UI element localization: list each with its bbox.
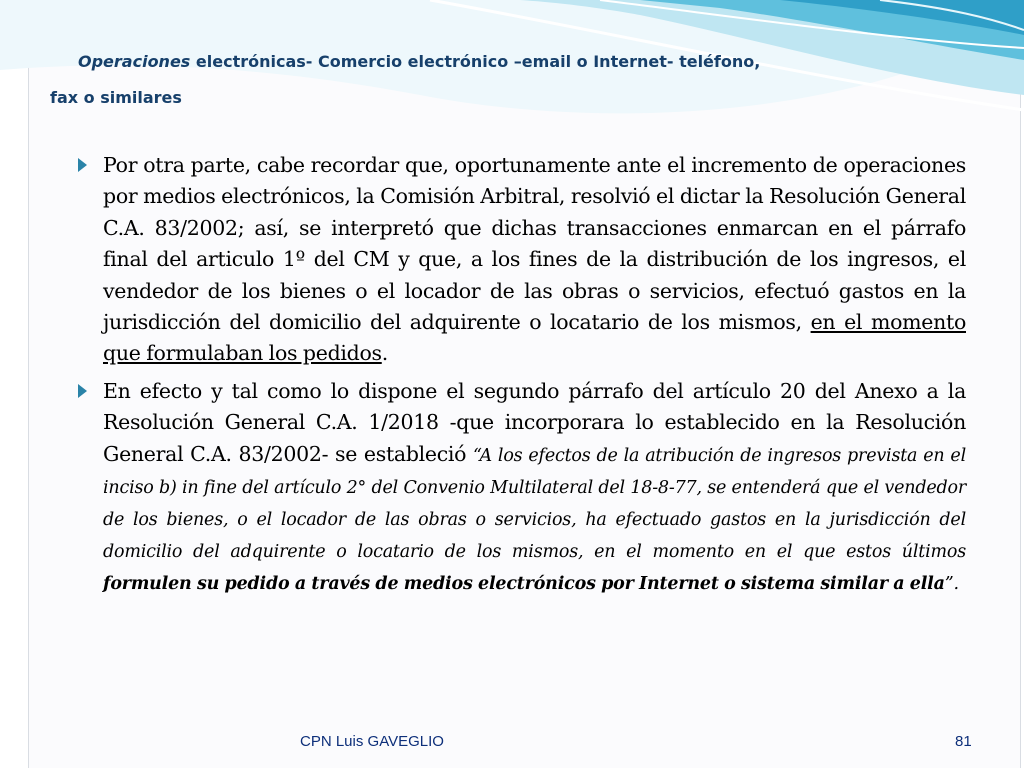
bullet-arrow-icon <box>78 384 87 398</box>
bullet-text <box>103 150 966 370</box>
slide-content <box>78 150 966 605</box>
bullet-text <box>103 376 966 599</box>
bullet-paragraph-2 <box>78 376 966 599</box>
title-line1-rest: electrónicas- Comercio electrónico –email o Internet- teléfono, <box>195 52 761 71</box>
bullet-2-quote: “A los efectos de la atribución de ingresos prevista en el inciso b) in fine del artículo 2° del Convenio Multilateral del 18-8-77, se entenderá que el vendedor de los bienes, o el locador de las obras o servicios, ha efectuado gastos en la jurisdicción del domicilio del adquirente o locatario de los mismos, en el momento en el que estos últimos <box>103 445 966 562</box>
bullet-2-text: En efecto y tal como lo dispone el segundo párrafo del artículo 20 del Anexo a la Resolución General C.A. 1/2018 -que incorporara lo establecido en la Resolución General C.A. 83/2002- se estableció <box>103 378 966 466</box>
title-line2: fax o similares <box>50 88 182 107</box>
bullet-2-quote-bold: formulen su pedido a través de medios electrónicos por Internet o sistema similar a ella <box>103 573 945 594</box>
bullet-arrow-icon <box>78 158 87 172</box>
slide-title <box>50 44 955 116</box>
bullet-1-period: . <box>381 341 388 366</box>
bullet-paragraph-1 <box>78 150 966 370</box>
footer-author: CPN Luis GAVEGLIO <box>300 733 444 750</box>
bullet-1-underlined-text: en el momento que formulaban los pedidos <box>103 310 966 366</box>
bullet-2-quote-end: ”. <box>944 573 959 594</box>
title-italic-word: Operaciones <box>78 52 191 71</box>
page-number: 81 <box>955 733 972 750</box>
bullet-1-text: Por otra parte, cabe recordar que, oportunamente ante el incremento de operaciones por medios electrónicos, la Comisión Arbitral, resolvió el dictar la Resolución General C.A. 83/2002; así, se interpretó que dichas transacciones enmarcan en el párrafo final del articulo 1º del CM y que, a los fines de la distribución de los ingresos, el vendedor de los bienes o el locador de las obras o servicios, efectuó gastos en la jurisdicción del domicilio del adquirente o locatario de los mismos, <box>103 153 966 335</box>
